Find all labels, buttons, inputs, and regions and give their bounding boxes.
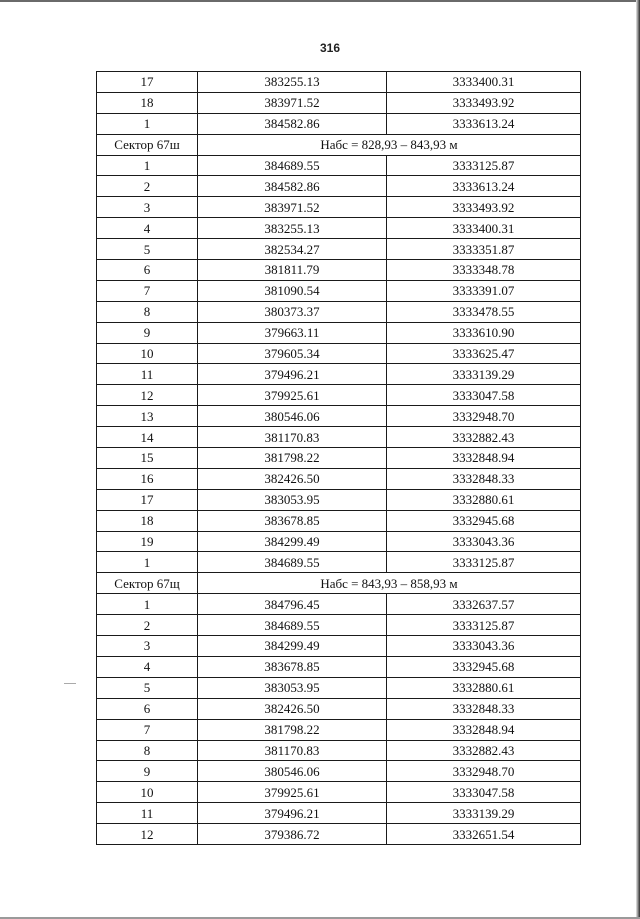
table-row <box>97 448 581 469</box>
coord-x: 384582.86 <box>198 176 387 197</box>
table-row <box>97 197 581 218</box>
coord-y: 3332945.68 <box>387 510 581 531</box>
point-number: 15 <box>97 448 198 469</box>
coord-x: 383255.13 <box>198 72 387 93</box>
coord-x: 384299.49 <box>198 636 387 657</box>
table-row <box>97 218 581 239</box>
coord-y: 3333139.29 <box>387 803 581 824</box>
coord-y: 3333400.31 <box>387 218 581 239</box>
point-number: 1 <box>97 113 198 134</box>
sector-name: Сектор 67ш <box>97 134 198 155</box>
table-row <box>97 656 581 677</box>
table-row <box>97 72 581 93</box>
coord-y: 3332848.33 <box>387 698 581 719</box>
point-number: 4 <box>97 218 198 239</box>
coord-y: 3333400.31 <box>387 72 581 93</box>
coord-y: 3332948.70 <box>387 406 581 427</box>
table-row <box>97 155 581 176</box>
coord-y: 3333493.92 <box>387 197 581 218</box>
coord-x: 383971.52 <box>198 197 387 218</box>
coord-x: 381170.83 <box>198 740 387 761</box>
table-row <box>97 427 581 448</box>
coord-y: 3333125.87 <box>387 155 581 176</box>
coord-y: 3333047.58 <box>387 385 581 406</box>
point-number: 10 <box>97 343 198 364</box>
coord-x: 380546.06 <box>198 761 387 782</box>
coord-x: 384796.45 <box>198 594 387 615</box>
margin-mark <box>64 683 76 684</box>
table-row <box>97 594 581 615</box>
point-number: 14 <box>97 427 198 448</box>
table-row <box>97 301 581 322</box>
point-number: 7 <box>97 719 198 740</box>
table-row <box>97 176 581 197</box>
table-row <box>97 385 581 406</box>
coord-x: 384299.49 <box>198 531 387 552</box>
coordinates-table-body <box>97 72 581 845</box>
coord-x: 379925.61 <box>198 385 387 406</box>
coord-x: 383971.52 <box>198 92 387 113</box>
coord-x: 379605.34 <box>198 343 387 364</box>
coord-x: 384689.55 <box>198 615 387 636</box>
point-number: 2 <box>97 176 198 197</box>
point-number: 17 <box>97 489 198 510</box>
coord-y: 3333125.87 <box>387 615 581 636</box>
coord-x: 379496.21 <box>198 364 387 385</box>
sector-header-row <box>97 573 581 594</box>
coord-y: 3333125.87 <box>387 552 581 573</box>
point-number: 11 <box>97 803 198 824</box>
table-row <box>97 239 581 260</box>
table-row <box>97 740 581 761</box>
coord-y: 3333043.36 <box>387 531 581 552</box>
point-number: 6 <box>97 260 198 281</box>
coord-y: 3332882.43 <box>387 427 581 448</box>
coord-y: 3333391.07 <box>387 280 581 301</box>
point-number: 9 <box>97 322 198 343</box>
sector-header-row <box>97 134 581 155</box>
coord-x: 379663.11 <box>198 322 387 343</box>
point-number: 2 <box>97 615 198 636</box>
coord-x: 383678.85 <box>198 656 387 677</box>
coord-x: 379386.72 <box>198 824 387 845</box>
point-number: 16 <box>97 468 198 489</box>
table-row <box>97 280 581 301</box>
point-number: 3 <box>97 636 198 657</box>
coord-x: 381798.22 <box>198 448 387 469</box>
point-number: 19 <box>97 531 198 552</box>
coord-y: 3332948.70 <box>387 761 581 782</box>
point-number: 5 <box>97 677 198 698</box>
coord-x: 381090.54 <box>198 280 387 301</box>
point-number: 1 <box>97 552 198 573</box>
coord-y: 3333613.24 <box>387 113 581 134</box>
coord-x: 381798.22 <box>198 719 387 740</box>
point-number: 1 <box>97 594 198 615</box>
coord-x: 384689.55 <box>198 552 387 573</box>
coord-y: 3333139.29 <box>387 364 581 385</box>
coord-x: 384582.86 <box>198 113 387 134</box>
table-row <box>97 698 581 719</box>
point-number: 3 <box>97 197 198 218</box>
coord-y: 3333478.55 <box>387 301 581 322</box>
coord-x: 379925.61 <box>198 782 387 803</box>
coord-x: 383255.13 <box>198 218 387 239</box>
coord-y: 3333610.90 <box>387 322 581 343</box>
coord-y: 3332880.61 <box>387 677 581 698</box>
table-row <box>97 824 581 845</box>
coord-y: 3332637.57 <box>387 594 581 615</box>
point-number: 7 <box>97 280 198 301</box>
coord-x: 382534.27 <box>198 239 387 260</box>
coord-y: 3333047.58 <box>387 782 581 803</box>
table-row <box>97 489 581 510</box>
point-number: 12 <box>97 385 198 406</box>
point-number: 12 <box>97 824 198 845</box>
coord-y: 3332945.68 <box>387 656 581 677</box>
coord-y: 3333351.87 <box>387 239 581 260</box>
scan-edge-top <box>0 0 640 2</box>
coord-x: 384689.55 <box>198 155 387 176</box>
point-number: 18 <box>97 92 198 113</box>
point-number: 5 <box>97 239 198 260</box>
point-number: 17 <box>97 72 198 93</box>
coord-y: 3333348.78 <box>387 260 581 281</box>
point-number: 13 <box>97 406 198 427</box>
coord-y: 3333043.36 <box>387 636 581 657</box>
table-row <box>97 92 581 113</box>
coord-x: 382426.50 <box>198 468 387 489</box>
coord-y: 3333613.24 <box>387 176 581 197</box>
coord-x: 381811.79 <box>198 260 387 281</box>
table-row <box>97 343 581 364</box>
table-row <box>97 406 581 427</box>
coord-y: 3332848.94 <box>387 448 581 469</box>
table-row <box>97 719 581 740</box>
coord-y: 3332880.61 <box>387 489 581 510</box>
point-number: 18 <box>97 510 198 531</box>
coord-x: 379496.21 <box>198 803 387 824</box>
table-row <box>97 552 581 573</box>
coord-y: 3332882.43 <box>387 740 581 761</box>
coord-x: 383053.95 <box>198 489 387 510</box>
table-row <box>97 636 581 657</box>
coord-x: 382426.50 <box>198 698 387 719</box>
coord-y: 3333625.47 <box>387 343 581 364</box>
coordinates-table <box>96 71 581 845</box>
table-row <box>97 260 581 281</box>
point-number: 9 <box>97 761 198 782</box>
point-number: 1 <box>97 155 198 176</box>
table-row <box>97 468 581 489</box>
table-row <box>97 364 581 385</box>
scan-edge-right <box>636 0 640 919</box>
point-number: 8 <box>97 301 198 322</box>
coord-x: 383678.85 <box>198 510 387 531</box>
table-row <box>97 113 581 134</box>
sector-height-range: Набс = 828,93 – 843,93 м <box>198 134 581 155</box>
coord-y: 3332848.94 <box>387 719 581 740</box>
sector-name: Сектор 67щ <box>97 573 198 594</box>
table-row <box>97 615 581 636</box>
table-row <box>97 761 581 782</box>
table-row <box>97 510 581 531</box>
coord-x: 381170.83 <box>198 427 387 448</box>
point-number: 6 <box>97 698 198 719</box>
coord-x: 383053.95 <box>198 677 387 698</box>
table-row <box>97 531 581 552</box>
sector-height-range: Набс = 843,93 – 858,93 м <box>198 573 581 594</box>
point-number: 10 <box>97 782 198 803</box>
point-number: 4 <box>97 656 198 677</box>
coord-y: 3332848.33 <box>387 468 581 489</box>
table-row <box>97 782 581 803</box>
coord-x: 380546.06 <box>198 406 387 427</box>
table-row <box>97 677 581 698</box>
point-number: 11 <box>97 364 198 385</box>
table-row <box>97 322 581 343</box>
coord-y: 3332651.54 <box>387 824 581 845</box>
coord-x: 380373.37 <box>198 301 387 322</box>
table-row <box>97 803 581 824</box>
page-number: 316 <box>319 41 341 55</box>
point-number: 8 <box>97 740 198 761</box>
coord-y: 3333493.92 <box>387 92 581 113</box>
